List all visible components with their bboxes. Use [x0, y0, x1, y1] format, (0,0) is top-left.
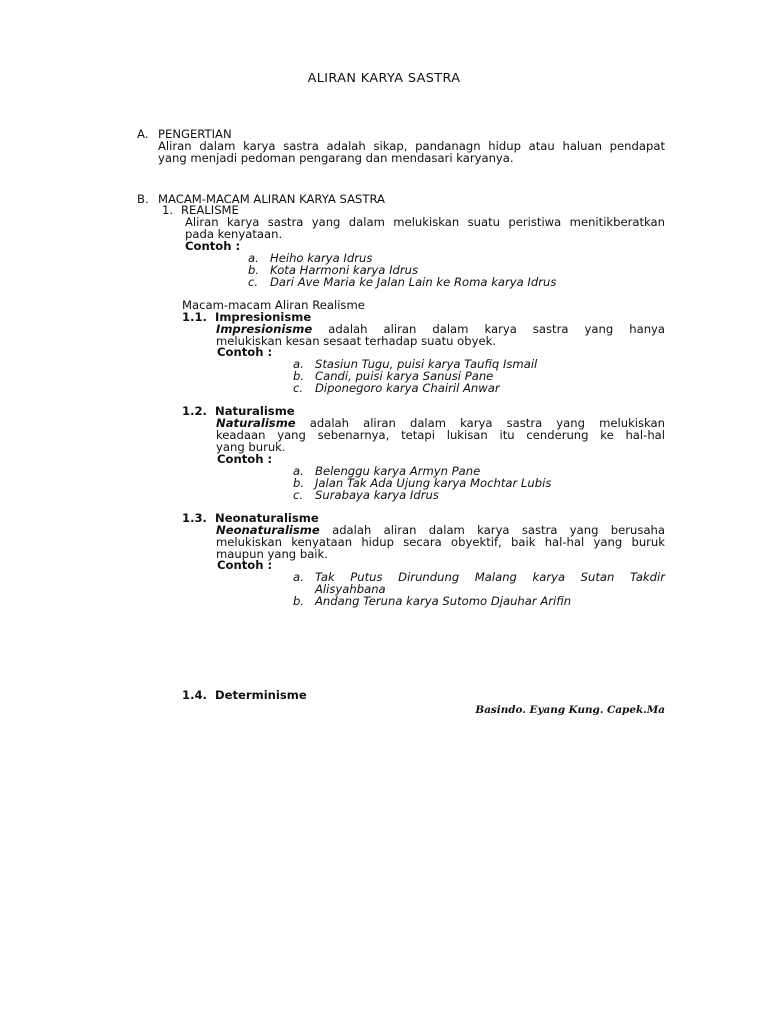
neonaturalisme-body: [216, 525, 665, 560]
naturalisme-term: Naturalisme: [216, 416, 296, 430]
section-a-body-line: yang menjadi pedoman pengarang dan mendasari karyanya.: [158, 150, 514, 165]
list-text: Diponegoro karya Chairil Anwar: [315, 381, 500, 395]
realisme-body-line: pada kenyataan.: [185, 226, 283, 241]
determinisme-heading: Determinisme: [215, 688, 307, 702]
author-signature: Basindo. Eyang Kung. Capek.Ma: [475, 704, 665, 716]
realisme-contoh-label: Contoh :: [185, 239, 241, 253]
naturalisme-body-line: keadaan yang sebenarnya, tetapi lukisan itu cenderung ke hal-hal: [216, 427, 665, 442]
list-text: Belenggu karya Armyn Pane: [315, 464, 481, 478]
list-text: Stasiun Tugu, puisi karya Taufiq Ismail: [315, 357, 538, 371]
list-marker: c.: [248, 275, 259, 289]
impresionisme-body: [216, 324, 665, 348]
list-marker: c.: [293, 381, 304, 395]
naturalisme-body-line: yang buruk.: [216, 439, 286, 454]
neonaturalisme-body-line: maupun yang baik.: [216, 546, 328, 561]
list-marker: a.: [293, 357, 304, 371]
document-title: ALIRAN KARYA SASTRA: [307, 71, 461, 86]
neonaturalisme-number: 1.3.: [182, 511, 207, 525]
naturalisme-number: 1.2.: [182, 404, 207, 418]
neonaturalisme-contoh-label: Contoh :: [217, 558, 273, 572]
list-text: Heiho karya Idrus: [270, 251, 373, 265]
neonaturalisme-heading: Neonaturalisme: [215, 511, 319, 525]
naturalisme-heading: Naturalisme: [215, 404, 295, 418]
list-marker: b.: [293, 369, 305, 383]
realisme-heading: REALISME: [181, 203, 239, 217]
realisme-body-line: Aliran karya sastra yang dalam melukiskan suatu peristiwa menitikberatkan: [185, 215, 665, 229]
determinisme-number: 1.4.: [182, 688, 207, 702]
section-b-heading: MACAM-MACAM ALIRAN KARYA SASTRA: [158, 192, 385, 206]
list-item: [293, 490, 439, 502]
list-marker: a.: [293, 464, 304, 478]
section-a-label: A.: [137, 127, 149, 141]
list-marker: b.: [293, 594, 305, 608]
section-a-heading: PENGERTIAN: [158, 127, 232, 141]
section-b-label: B.: [137, 192, 149, 206]
impresionisme-heading: Impresionisme: [215, 310, 312, 324]
list-item: [293, 383, 500, 395]
realisme-number: 1.: [162, 203, 174, 217]
neonaturalisme-body-line: melukiskan kenyataan hidup secara obyektif, baik hal-hal yang buruk: [216, 534, 665, 549]
list-text: Candi, puisi karya Sanusi Pane: [315, 369, 494, 383]
list-marker: a.: [248, 251, 259, 265]
list-marker: c.: [293, 488, 304, 502]
list-text: Surabaya karya Idrus: [315, 488, 439, 502]
section-a-body: [158, 141, 665, 165]
list-item-continuation: Alisyahbana: [315, 582, 386, 596]
list-marker: b.: [293, 476, 305, 490]
neonaturalisme-term: Neonaturalisme: [216, 523, 320, 537]
impresionisme-contoh-label: Contoh :: [217, 345, 273, 359]
list-text: Dari Ave Maria ke Jalan Lain ke Roma karya Idrus: [270, 275, 557, 289]
list-text: Kota Harmoni karya Idrus: [270, 263, 419, 277]
realisme-body: [185, 217, 665, 241]
list-item: [293, 596, 571, 608]
impresionisme-body-line: melukiskan kesan sesaat terhadap suatu obyek.: [216, 333, 497, 348]
section-a-body-line: Aliran dalam karya sastra adalah sikap, pandanagn hidup atau haluan pendapat: [158, 139, 665, 153]
neonaturalisme-body-rest: adalah aliran dalam karya sastra yang berusaha: [332, 523, 666, 537]
naturalisme-body-rest: adalah aliran dalam karya sastra yang melukiskan: [309, 416, 666, 430]
list-text: Jalan Tak Ada Ujung karya Mochtar Lubis: [315, 476, 552, 490]
naturalisme-body: [216, 418, 665, 453]
list-item: [248, 277, 556, 289]
list-marker: a.: [293, 570, 304, 584]
impresionisme-term: Impresionisme: [216, 322, 313, 336]
list-marker: b.: [248, 263, 260, 277]
list-text: Andang Teruna karya Sutomo Djauhar Arifin: [315, 594, 572, 608]
impresionisme-number: 1.1.: [182, 310, 207, 324]
impresionisme-body-rest: adalah aliran dalam karya sastra yang hanya: [328, 322, 666, 336]
naturalisme-contoh-label: Contoh :: [217, 452, 273, 466]
macam-realisme-heading: Macam-macam Aliran Realisme: [182, 298, 365, 312]
list-text: Tak Putus Dirundung Malang karya Sutan Takdir: [315, 570, 665, 584]
